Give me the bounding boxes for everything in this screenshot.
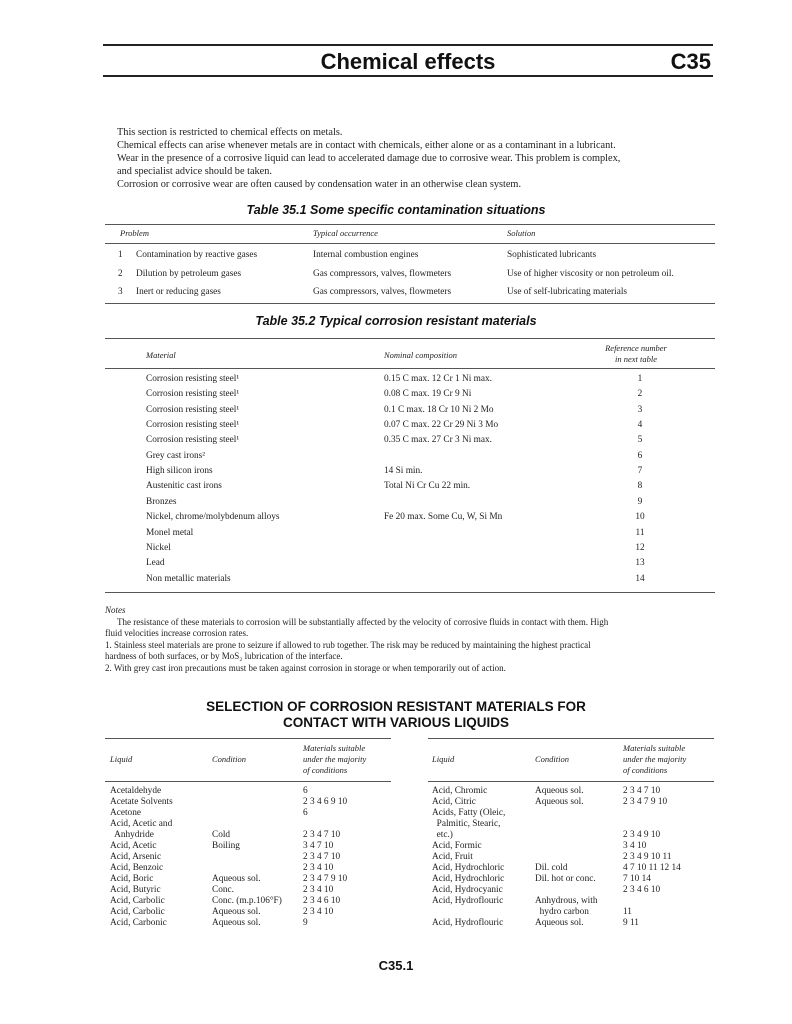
header-top-rule [103, 44, 713, 46]
selection-left-condition: Cold [212, 830, 231, 840]
selection-title-line1: SELECTION OF CORROSION RESISTANT MATERIALS FOR [206, 699, 586, 714]
header-bottom-rule [103, 75, 713, 77]
selection-left-header-liquid: Liquid [110, 754, 133, 764]
table2-cell-material: High silicon irons [146, 466, 213, 477]
page-header [103, 44, 713, 78]
selection-left-liquid: Acetate Solvents [110, 797, 173, 807]
table1-header-problem: Problem [120, 228, 149, 238]
selection-right-materials: 3 4 10 [623, 841, 647, 851]
selection-right-header-condition: Condition [535, 754, 570, 764]
table2-cell-material: Nickel [146, 542, 171, 553]
table2-cell-material: Corrosion resisting steel¹ [146, 420, 240, 431]
table2-cell-composition: 14 Si min. [384, 466, 423, 477]
selection-right-materials: 2 3 4 7 9 10 [623, 797, 668, 807]
notes-line: The resistance of these materials to corrosion will be substantially affected by the velocity of corrosive fluids in contact with them. High [117, 616, 609, 627]
selection-right-liquid: Acid, Fruit [432, 852, 473, 862]
selection-left-liquid: Acid, Carbonic [110, 918, 167, 928]
selection-left-materials: 3 4 7 10 [303, 841, 334, 851]
selection-left-materials: 9 [303, 918, 308, 928]
selection-right-liquid: Acid, Formic [432, 841, 482, 851]
table2-cell-material: Grey cast irons² [146, 450, 206, 461]
selection-right-liquid: Acids, Fatty (Oleic, [432, 808, 506, 818]
selection-left-header-materials-1: Materials suitable [303, 743, 366, 753]
table2-rule-top [105, 338, 715, 339]
selection-left-materials: 2 3 4 6 9 10 [303, 797, 348, 807]
selection-left-liquid: Acid, Butyric [110, 885, 161, 895]
table2-cell-material: Lead [146, 558, 165, 569]
table1-cell-solution: Use of higher viscosity or non petroleum oil. [507, 268, 674, 279]
selection-left-condition: Conc. [212, 885, 234, 895]
table2-cell-ref: 2 [637, 389, 643, 400]
table2-cell-ref: 3 [637, 404, 643, 415]
table2-cell-material: Non metallic materials [146, 573, 231, 584]
table1-header-solution: Solution [507, 228, 536, 238]
selection-left-liquid: Acid, Benzoic [110, 863, 164, 873]
selection-right-condition: Anhydrous, with [535, 896, 598, 906]
table2-cell-composition: Total Ni Cr Cu 22 min. [384, 481, 471, 492]
table2-notes [105, 605, 715, 674]
selection-left-liquid: Acid, Carbolic [110, 896, 165, 906]
selection-right-materials: 2 3 4 6 10 [623, 885, 661, 895]
table2-cell-ref: 8 [637, 481, 643, 492]
notes-title: Notes [105, 605, 126, 615]
selection-right-condition: Aqueous sol. [535, 918, 584, 928]
table2-header-composition: Nominal composition [384, 350, 457, 360]
table1-rule-header [105, 243, 715, 244]
selection-left-liquid: Acid, Acetic and [110, 819, 173, 829]
selection-title [0, 699, 792, 731]
table1-cell-problem: Contamination by reactive gases [136, 250, 258, 260]
table1-cell-solution: Use of self-lubricating materials [507, 287, 628, 297]
table2-cell-material: Bronzes [146, 496, 177, 507]
selection-left-rule-header [105, 781, 391, 782]
selection-right-header-materials-3: of conditions [623, 765, 668, 775]
selection-left-header-materials-3: of conditions [303, 765, 348, 775]
table1-cell-occurrence: Internal combustion engines [313, 250, 419, 260]
notes-line: 2. With grey cast iron precautions must be taken against corrosion in storage or when temporarily out of action. [105, 662, 506, 673]
table1-cell-occurrence: Gas compressors, valves, flowmeters [313, 268, 452, 279]
intro-line: Corrosion or corrosive wear are often caused by condensation water in an otherwise clean system. [117, 179, 522, 190]
intro-line: This section is restricted to chemical effects on metals. [117, 127, 343, 138]
table2-cell-material: Corrosion resisting steel¹ [146, 389, 240, 400]
table2-cell-material: Corrosion resisting steel¹ [146, 435, 240, 446]
table2-cell-material: Corrosion resisting steel¹ [146, 374, 240, 384]
selection-right-liquid: Acid, Hydroflouric [432, 896, 504, 906]
selection-right-materials: 7 10 14 [623, 874, 651, 884]
table2-cell-ref: 14 [635, 573, 645, 584]
selection-right-liquid: Acid, Hydrochloric [432, 863, 505, 873]
selection-left-rule-top [105, 738, 391, 739]
intro-text [117, 126, 717, 191]
notes-line: 1. Stainless steel materials are prone to seizure if allowed to rub together. The risk may be reduced by maintaining the highest practical [105, 639, 591, 650]
table2-cell-material: Corrosion resisting steel¹ [146, 404, 240, 415]
selection-right-liquid: Acid, Hydrocyanic [432, 885, 503, 895]
selection-left-header-condition: Condition [212, 754, 247, 764]
selection-right-materials: 11 [623, 907, 632, 917]
selection-right-materials: 9 11 [623, 918, 639, 928]
selection-right-liquid: etc.) [432, 830, 453, 840]
selection-left-materials: 2 3 4 10 [303, 885, 334, 895]
notes-line: fluid velocities increase corrosion rates. [105, 628, 249, 638]
selection-right-liquid: Acid, Hydroflouric [432, 918, 504, 928]
table2-header-ref-line2: in next table [614, 354, 657, 364]
intro-line: and specialist advice should be taken. [117, 166, 272, 177]
table2-cell-ref: 6 [637, 450, 643, 461]
selection-right-rule-top [428, 738, 714, 739]
table1-caption: Table 35.1 Some specific contamination situations [246, 203, 546, 217]
selection-right-condition: Dil. cold [535, 863, 568, 873]
selection-right-condition: Aqueous sol. [535, 786, 584, 796]
selection-right-liquid: Acid, Chromic [432, 786, 488, 796]
selection-left-liquid: Acid, Carbolic [110, 907, 165, 917]
selection-right-condition: Aqueous sol. [535, 797, 584, 807]
table1-rule-bottom [105, 303, 715, 304]
selection-left-materials: 2 3 4 10 [303, 907, 334, 917]
selection-left-liquid: Acetone [110, 808, 141, 818]
selection-left-liquid: Acid, Arsenic [110, 852, 162, 862]
table1-row-number: 1 [118, 250, 123, 260]
selection-right-header-materials-1: Materials suitable [623, 743, 686, 753]
selection-right-materials: 2 3 4 9 10 11 [623, 852, 672, 862]
notes-line: hardness of both surfaces, or by MoS₂ lubrication of the interface. [105, 651, 343, 661]
table2-cell-ref: 5 [637, 435, 643, 446]
intro-line: Wear in the presence of a corrosive liquid can lead to accelerated damage due to corrosive wear. This problem is complex, [117, 153, 621, 164]
table2-cell-ref: 12 [635, 542, 645, 553]
selection-left-materials: 2 3 4 6 10 [303, 896, 341, 906]
selection-left-header-materials-2: under the majority [303, 754, 367, 764]
page-title: Chemical effects [320, 49, 496, 74]
table2-cell-composition: 0.07 C max. 22 Cr 29 Ni 3 Mo [384, 420, 499, 431]
intro-line: Chemical effects can arise whenever metals are in contact with chemicals, either alone or as a contaminant in a lubricant. [117, 140, 616, 151]
selection-right-rule-header [428, 781, 714, 782]
table1-cell-occurrence: Gas compressors, valves, flowmeters [313, 287, 452, 297]
selection-left-condition: Aqueous sol. [212, 874, 261, 884]
table2-cell-ref: 10 [635, 512, 645, 523]
selection-left-liquid: Anhydride [110, 830, 154, 840]
table2-cell-ref: 7 [637, 466, 643, 477]
table2-rule-header [105, 368, 715, 369]
selection-left-condition: Aqueous sol. [212, 907, 261, 917]
selection-right-materials: 2 3 4 7 10 [623, 786, 661, 796]
selection-right-liquid: Acid, Hydrochloric [432, 874, 505, 884]
table2-cell-ref: 9 [637, 496, 643, 507]
table2-cell-ref: 11 [635, 527, 645, 538]
table2-header-ref-line1: Reference number [605, 343, 667, 353]
table1-row-number: 3 [118, 287, 123, 297]
table1-row-number: 2 [118, 268, 123, 279]
selection-left-materials: 2 3 4 7 10 [303, 830, 341, 840]
selection-right-materials: 2 3 4 9 10 [623, 830, 661, 840]
table1-cell-problem: Inert or reducing gases [136, 287, 221, 297]
page-number: C35.1 [378, 958, 414, 973]
selection-right-materials: 4 7 10 11 12 14 [623, 863, 681, 873]
table2-cell-composition: 0.35 C max. 27 Cr 3 Ni max. [384, 435, 492, 446]
section-code: C35 [670, 49, 711, 74]
selection-left-condition: Conc. (m.p.106°F) [212, 896, 282, 906]
selection-left-materials: 2 3 4 7 10 [303, 852, 341, 862]
table2-cell-composition: 0.1 C max. 18 Cr 10 Ni 2 Mo [384, 404, 494, 415]
table2-cell-composition: Fe 20 max. Some Cu, W, Si Mn [384, 512, 503, 523]
selection-right-condition: Dil. hot or conc. [535, 874, 596, 884]
selection-left-liquid: Acid, Boric [110, 874, 154, 884]
table2-cell-ref: 13 [635, 558, 645, 569]
table2-cell-material: Nickel, chrome/molybdenum alloys [146, 512, 280, 523]
selection-right-header-materials-2: under the majority [623, 754, 687, 764]
selection-left-materials: 2 3 4 10 [303, 863, 334, 873]
selection-left-condition: Boiling [212, 841, 240, 851]
selection-left-condition: Aqueous sol. [212, 918, 261, 928]
table1-cell-problem: Dilution by petroleum gases [136, 268, 242, 279]
selection-right-liquid: Palmitic, Stearic, [432, 819, 501, 829]
table2-cell-ref: 1 [637, 374, 643, 384]
table2-cell-material: Austenitic cast irons [146, 481, 222, 492]
table2-caption: Table 35.2 Typical corrosion resistant materials [255, 314, 537, 328]
selection-right-liquid: Acid, Citric [432, 797, 476, 807]
selection-left-materials: 6 [303, 786, 308, 796]
selection-left-liquid: Acid, Acetic [110, 841, 157, 851]
table1-cell-solution: Sophisticated lubricants [507, 250, 597, 260]
table2-cell-material: Monel metal [146, 527, 194, 538]
table2-cell-ref: 4 [637, 420, 643, 431]
table1-header-occurrence: Typical occurrence [313, 228, 378, 238]
selection-left-materials: 2 3 4 7 9 10 [303, 874, 348, 884]
selection-left-liquid: Acetaldehyde [110, 786, 162, 796]
table2-header-material: Material [146, 350, 176, 360]
table1-rule-top [105, 224, 715, 225]
selection-title-line2: CONTACT WITH VARIOUS LIQUIDS [283, 715, 509, 730]
selection-right-header-liquid: Liquid [432, 754, 455, 764]
table2-cell-composition: 0.08 C max. 19 Cr 9 Ni [384, 389, 472, 400]
table2-cell-composition: 0.15 C max. 12 Cr 1 Ni max. [384, 374, 492, 384]
selection-left-materials: 6 [303, 808, 308, 818]
table2-rule-bottom [105, 592, 715, 593]
selection-right-condition: hydro carbon [535, 907, 589, 917]
